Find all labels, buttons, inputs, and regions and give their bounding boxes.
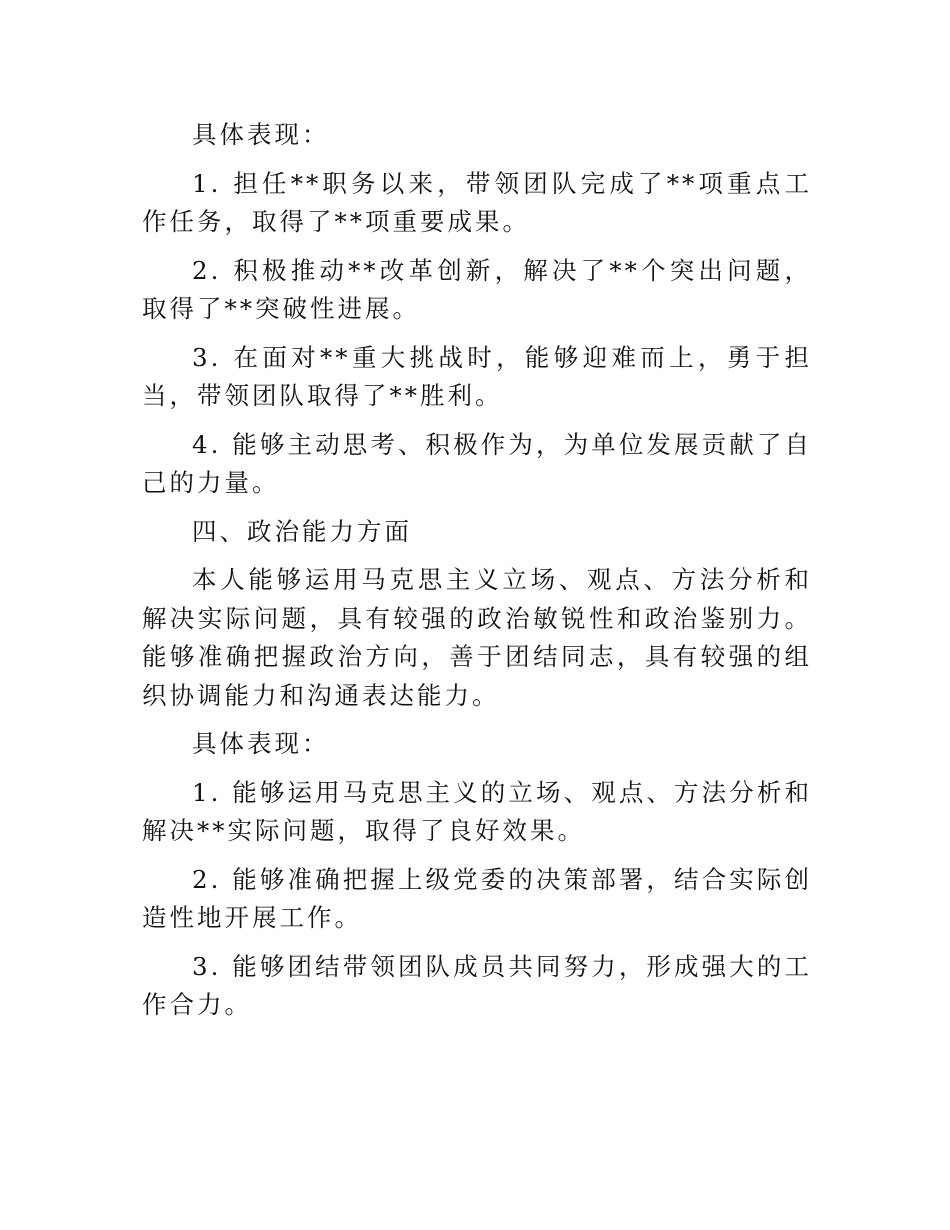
list-item: 4. 能够主动思考、积极作为，为单位发展贡献了自己的力量。 [142, 429, 812, 497]
list-item: 1. 担任**职务以来，带领团队完成了**项重点工作任务，取得了**项重要成果。 [142, 168, 812, 236]
section-heading-political-ability: 四、政治能力方面 [192, 516, 412, 546]
list-item: 1. 能够运用马克思主义的立场、观点、方法分析和解决**实际问题，取得了良好效果。 [142, 777, 812, 845]
list-item: 3. 在面对**重大挑战时，能够迎难而上，勇于担当，带领团队取得了**胜利。 [142, 342, 812, 410]
list-item: 3. 能够团结带领团队成员共同努力，形成强大的工作合力。 [142, 951, 812, 1019]
subheading-specific-performance: 具体表现： [192, 729, 330, 758]
body-paragraph: 本人能够运用马克思主义立场、观点、方法分析和解决实际问题，具有较强的政治敏锐性和政治鉴别力。能够准确把握政治方向，善于团结同志，具有较强的组织协调能力和沟通表达能力。 [142, 565, 812, 710]
document-body [142, 116, 812, 1035]
list-item: 2. 能够准确把握上级党委的决策部署，结合实际创造性地开展工作。 [142, 864, 812, 932]
list-item: 2. 积极推动**改革创新，解决了**个突出问题，取得了**突破性进展。 [142, 255, 812, 323]
subheading-specific-performance: 具体表现： [192, 120, 330, 149]
